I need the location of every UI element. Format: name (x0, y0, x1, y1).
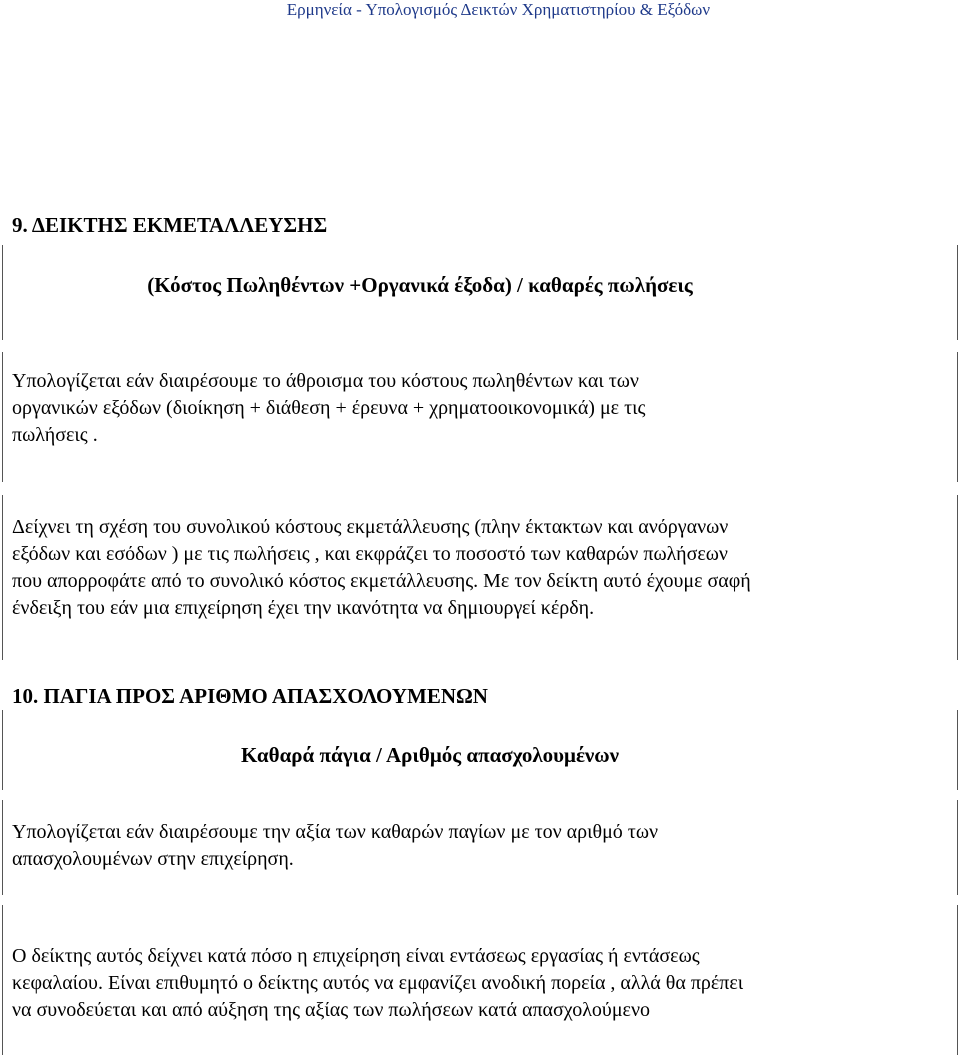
text-line: οργανικών εξόδων (διοίκηση + διάθεση + έρευνα + χρηματοοικονομικά) με τις (12, 397, 646, 419)
text-line: που απορροφάτε από το συνολικό κόστος εκμετάλλευσης. Με τον δείκτη αυτό έχουμε σαφή (12, 570, 751, 592)
section-9-explanation (12, 514, 751, 622)
section-9-calculation (12, 368, 645, 449)
text-line: κεφαλαίου. Είναι επιθυμητό ο δείκτης αυτός να εμφανίζει ανοδική πορεία , αλλά θα πρέπει (12, 972, 744, 994)
text-line: πωλήσεις . (12, 424, 98, 446)
right-border-line (957, 710, 958, 790)
section-9-formula: (Κόστος Πωληθέντων +Οργανικά έξοδα) / καθαρές πωλήσεις (147, 273, 693, 297)
right-border-line (957, 905, 958, 1055)
text-line: ένδειξη του εάν μια επιχείρηση έχει την ικανότητα να δημιουργεί κέρδη. (12, 597, 595, 619)
running-title: Ερμηνεία - Υπολογισμός Δεικτών Χρηματιστηρίου & Εξόδων (286, 0, 710, 19)
left-border-line (2, 352, 3, 482)
section-10-explanation (12, 943, 743, 1024)
text-line: Δείχνει τη σχέση του συνολικού κόστους εκμετάλλευσης (πλην έκτακτων και ανόργανων (12, 516, 729, 538)
running-header (0, 0, 960, 22)
right-border-line (957, 245, 958, 340)
text-line: Ο δείκτης αυτός δείχνει κατά πόσο η επιχείρηση είναι εντάσεως εργασίας ή εντάσεως (12, 945, 700, 967)
left-border-line (2, 905, 3, 1055)
section-10-title: 10. ΠΑΓΙΑ ΠΡΟΣ ΑΡΙΘΜΟ ΑΠΑΣΧΟΛΟΥΜΕΝΩΝ (12, 684, 488, 708)
section-9-title: 9. ΔΕΙΚΤΗΣ ΕΚΜΕΤΑΛΛΕΥΣΗΣ (12, 213, 328, 237)
left-border-line (2, 800, 3, 895)
section-10-calculation (12, 819, 658, 873)
left-border-line (2, 495, 3, 660)
right-border-line (957, 495, 958, 660)
text-line: εξόδων και εσόδων ) με τις πωλήσεις , και εκφράζει το ποσοστό των καθαρών πωλήσεων (12, 543, 728, 565)
text-line: Υπολογίζεται εάν διαιρέσουμε το άθροισμα του κόστους πωληθέντων και των (12, 370, 639, 392)
text-line: απασχολουμένων στην επιχείρηση. (12, 848, 294, 870)
right-border-line (957, 352, 958, 482)
right-border-line (957, 800, 958, 895)
text-line: Υπολογίζεται εάν διαιρέσουμε την αξία των καθαρών παγίων με τον αριθμό των (12, 821, 659, 843)
text-line: να συνοδεύεται και από αύξηση της αξίας των πωλήσεων κατά απασχολούμενο (12, 999, 650, 1021)
section-10-formula: Καθαρά πάγια / Αριθμός απασχολουμένων (240, 743, 620, 767)
